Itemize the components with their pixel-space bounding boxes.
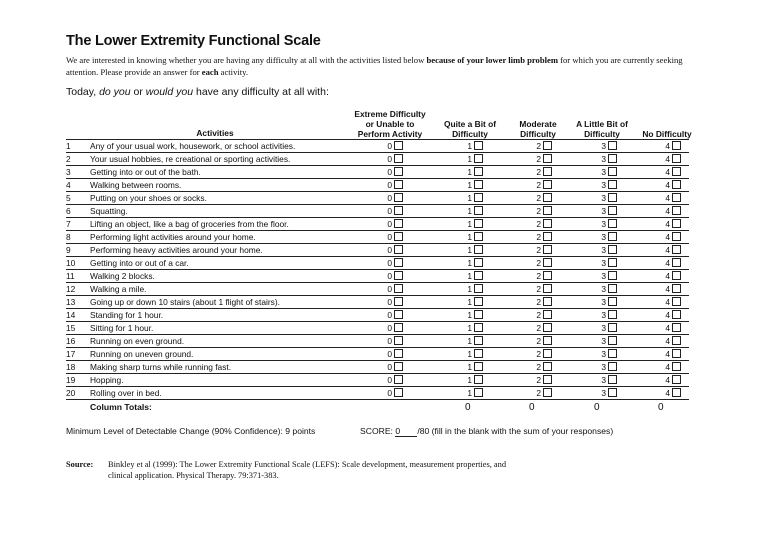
scale-value: 0	[387, 245, 392, 255]
scale-value: 4	[665, 245, 670, 255]
response-checkbox[interactable]	[608, 219, 617, 228]
question-part-1: Today,	[66, 86, 100, 98]
scale-value: 1	[467, 141, 472, 151]
scale-value: 3	[601, 219, 606, 229]
question-italic-2: would you	[145, 86, 194, 98]
scale-value: 1	[467, 375, 472, 385]
scale-value: 0	[387, 362, 392, 372]
row-number: 17	[66, 349, 76, 359]
response-checkbox[interactable]	[672, 349, 681, 358]
column-totals-label: Column Totals:	[90, 402, 152, 412]
scale-value: 2	[536, 167, 541, 177]
question-text	[66, 86, 329, 98]
column-header-line: A Little Bit of	[576, 119, 628, 129]
scale-value: 4	[665, 271, 670, 281]
scale-value: 3	[601, 297, 606, 307]
column-total-value: 0	[529, 402, 535, 413]
column-header-line: Perform Activity	[357, 129, 423, 139]
scale-value: 3	[601, 388, 606, 398]
response-checkbox[interactable]	[394, 310, 403, 319]
scale-value: 1	[467, 310, 472, 320]
response-checkbox[interactable]	[608, 154, 617, 163]
scale-value: 1	[467, 349, 472, 359]
response-checkbox[interactable]	[543, 206, 552, 215]
row-divider	[66, 399, 689, 400]
activity-label: Sitting for 1 hour.	[90, 323, 154, 333]
scale-value: 3	[601, 375, 606, 385]
response-checkbox[interactable]	[672, 310, 681, 319]
scale-value: 0	[387, 167, 392, 177]
row-number: 11	[66, 271, 75, 281]
response-checkbox[interactable]	[543, 310, 552, 319]
scale-value: 1	[467, 245, 472, 255]
activity-label: Hopping.	[90, 375, 124, 385]
response-checkbox[interactable]	[474, 310, 483, 319]
scale-value: 2	[536, 219, 541, 229]
score-label: SCORE:	[360, 426, 393, 436]
scale-value: 3	[601, 310, 606, 320]
scale-value: 4	[665, 297, 670, 307]
row-number: 7	[66, 219, 71, 229]
question-part-2: or	[130, 86, 146, 98]
scale-value: 1	[467, 336, 472, 346]
column-total-value: 0	[465, 402, 471, 413]
response-checkbox[interactable]	[608, 388, 617, 397]
response-checkbox[interactable]	[543, 297, 552, 306]
response-checkbox[interactable]	[543, 258, 552, 267]
scale-value: 0	[387, 141, 392, 151]
response-checkbox[interactable]	[543, 180, 552, 189]
form-title: The Lower Extremity Functional Scale	[66, 33, 321, 49]
scale-value: 3	[601, 336, 606, 346]
response-checkbox[interactable]	[672, 284, 681, 293]
scale-value: 4	[665, 219, 670, 229]
scale-value: 4	[665, 349, 670, 359]
activity-label: Any of your usual work, housework, or school activities.	[90, 141, 296, 151]
response-checkbox[interactable]	[474, 388, 483, 397]
response-checkbox[interactable]	[474, 167, 483, 176]
response-checkbox[interactable]	[608, 349, 617, 358]
response-checkbox[interactable]	[608, 310, 617, 319]
source-citation	[66, 459, 507, 480]
column-total-value: 0	[658, 402, 664, 413]
row-number: 4	[66, 180, 71, 190]
response-checkbox[interactable]	[543, 245, 552, 254]
source-text	[108, 459, 588, 481]
response-checkbox[interactable]	[608, 167, 617, 176]
scale-value: 4	[665, 336, 670, 346]
response-checkbox[interactable]	[672, 167, 681, 176]
scale-value: 4	[665, 284, 670, 294]
score-line	[360, 426, 613, 437]
response-checkbox[interactable]	[608, 375, 617, 384]
column-header-little	[566, 119, 638, 139]
response-checkbox[interactable]	[543, 219, 552, 228]
scale-value: 3	[601, 232, 606, 242]
response-checkbox[interactable]	[474, 219, 483, 228]
scale-value: 2	[536, 258, 541, 268]
activity-label: Your usual hobbies, re creational or sporting activities.	[90, 154, 291, 164]
response-checkbox[interactable]	[394, 245, 403, 254]
activity-label: Standing for 1 hour.	[90, 310, 164, 320]
response-checkbox[interactable]	[394, 154, 403, 163]
response-checkbox[interactable]	[543, 375, 552, 384]
scale-value: 0	[387, 219, 392, 229]
response-checkbox[interactable]	[672, 258, 681, 267]
response-checkbox[interactable]	[608, 336, 617, 345]
activity-label: Performing light activities around your home.	[90, 232, 256, 242]
row-number: 15	[66, 323, 76, 333]
response-checkbox[interactable]	[672, 206, 681, 215]
response-checkbox[interactable]	[608, 362, 617, 371]
scale-value: 1	[467, 297, 472, 307]
scale-value: 0	[387, 336, 392, 346]
response-checkbox[interactable]	[608, 323, 617, 332]
response-checkbox[interactable]	[672, 232, 681, 241]
scale-value: 2	[536, 180, 541, 190]
column-header-activities: Activities	[196, 128, 234, 138]
response-checkbox[interactable]	[543, 167, 552, 176]
response-checkbox[interactable]	[543, 284, 552, 293]
column-total-value: 0	[594, 402, 600, 413]
scale-value: 1	[467, 193, 472, 203]
response-checkbox[interactable]	[543, 349, 552, 358]
response-checkbox[interactable]	[672, 323, 681, 332]
activity-label: Walking between rooms.	[90, 180, 182, 190]
score-value: 0	[395, 426, 401, 436]
scale-value: 1	[467, 362, 472, 372]
scale-value: 4	[665, 206, 670, 216]
scale-value: 1	[467, 206, 472, 216]
response-checkbox[interactable]	[608, 258, 617, 267]
scale-value: 3	[601, 193, 606, 203]
scale-value: 4	[665, 193, 670, 203]
response-checkbox[interactable]	[394, 375, 403, 384]
response-checkbox[interactable]	[543, 154, 552, 163]
scale-value: 1	[467, 154, 472, 164]
response-checkbox[interactable]	[672, 362, 681, 371]
scale-value: 0	[387, 180, 392, 190]
column-header-line: Difficulty	[520, 129, 556, 139]
response-checkbox[interactable]	[474, 362, 483, 371]
response-checkbox[interactable]	[394, 258, 403, 267]
column-header-line: Extreme Difficulty	[354, 109, 426, 119]
score-suffix: /80 (fill in the blank with the sum of your responses)	[417, 426, 614, 436]
activity-label: Making sharp turns while running fast.	[90, 362, 232, 372]
mcid-text: Minimum Level of Detectable Change (90% Confidence): 9 points	[66, 426, 316, 436]
score-field[interactable]	[395, 426, 417, 437]
column-header-line: or Unable to	[365, 119, 415, 129]
response-checkbox[interactable]	[394, 349, 403, 358]
scale-value: 4	[665, 310, 670, 320]
response-checkbox[interactable]	[672, 219, 681, 228]
response-checkbox[interactable]	[543, 232, 552, 241]
scale-value: 2	[536, 245, 541, 255]
intro-part-1: We are interested in knowing whether you are having any difficulty at all with the activities listed below	[66, 55, 427, 65]
response-checkbox[interactable]	[474, 336, 483, 345]
scale-value: 0	[387, 232, 392, 242]
scale-value: 2	[536, 297, 541, 307]
response-checkbox[interactable]	[394, 362, 403, 371]
activity-label: Squatting.	[90, 206, 128, 216]
response-checkbox[interactable]	[672, 180, 681, 189]
scale-value: 3	[601, 154, 606, 164]
response-checkbox[interactable]	[543, 336, 552, 345]
response-checkbox[interactable]	[394, 232, 403, 241]
response-checkbox[interactable]	[394, 271, 403, 280]
scale-value: 0	[387, 375, 392, 385]
scale-value: 1	[467, 232, 472, 242]
response-checkbox[interactable]	[543, 362, 552, 371]
response-checkbox[interactable]	[672, 271, 681, 280]
intro-part-3: activity.	[218, 67, 249, 77]
response-checkbox[interactable]	[672, 297, 681, 306]
scale-value: 1	[467, 258, 472, 268]
activity-label: Lifting an object, like a bag of groceries from the floor.	[90, 219, 289, 229]
activity-label: Putting on your shoes or socks.	[90, 193, 207, 203]
column-header-line: Moderate	[519, 119, 557, 129]
scale-value: 4	[665, 375, 670, 385]
response-checkbox[interactable]	[608, 271, 617, 280]
response-checkbox[interactable]	[474, 375, 483, 384]
response-checkbox[interactable]	[474, 258, 483, 267]
activity-label: Getting into or out of the bath.	[90, 167, 201, 177]
scale-value: 3	[601, 349, 606, 359]
activity-label: Running on even ground.	[90, 336, 185, 346]
scale-value: 2	[536, 362, 541, 372]
scale-value: 4	[665, 141, 670, 151]
column-header-none	[636, 129, 698, 139]
scale-value: 4	[665, 180, 670, 190]
intro-part-2: for which you are currently seeking attention. Please provide an answer for	[66, 55, 683, 77]
activity-label: Walking a mile.	[90, 284, 147, 294]
activity-label: Rolling over in bed.	[90, 388, 162, 398]
scale-value: 2	[536, 284, 541, 294]
scale-value: 4	[665, 362, 670, 372]
column-header-quite	[434, 119, 506, 139]
response-checkbox[interactable]	[672, 193, 681, 202]
scale-value: 0	[387, 310, 392, 320]
scale-value: 4	[665, 154, 670, 164]
response-checkbox[interactable]	[474, 141, 483, 150]
scale-value: 3	[601, 167, 606, 177]
scale-value: 4	[665, 323, 670, 333]
scale-value: 1	[467, 219, 472, 229]
scale-value: 1	[467, 167, 472, 177]
response-checkbox[interactable]	[394, 219, 403, 228]
source-line-2: clinical application. Physical Therapy. 79:371-383.	[108, 471, 279, 480]
source-line-1: Binkley et al (1999): The Lower Extremity Functional Scale (LEFS): Scale development, measurement properties, and	[108, 460, 507, 469]
scale-value: 1	[467, 180, 472, 190]
scale-value: 0	[387, 271, 392, 281]
scale-value: 1	[467, 271, 472, 281]
scale-value: 2	[536, 349, 541, 359]
row-number: 10	[66, 258, 76, 268]
intro-text	[66, 54, 706, 78]
scale-value: 2	[536, 206, 541, 216]
scale-value: 0	[387, 193, 392, 203]
response-checkbox[interactable]	[608, 141, 617, 150]
response-checkbox[interactable]	[608, 245, 617, 254]
row-number: 20	[66, 388, 76, 398]
scale-value: 2	[536, 310, 541, 320]
response-checkbox[interactable]	[394, 336, 403, 345]
scale-value: 3	[601, 284, 606, 294]
response-checkbox[interactable]	[394, 284, 403, 293]
scale-value: 2	[536, 232, 541, 242]
scale-value: 3	[601, 258, 606, 268]
response-checkbox[interactable]	[543, 388, 552, 397]
row-number: 19	[66, 375, 76, 385]
scale-value: 0	[387, 297, 392, 307]
question-part-3: have any difficulty at all with:	[193, 86, 329, 98]
response-checkbox[interactable]	[474, 323, 483, 332]
intro-bold-1: because of your lower limb problem	[426, 55, 558, 65]
scale-value: 2	[536, 141, 541, 151]
response-checkbox[interactable]	[608, 297, 617, 306]
row-number: 18	[66, 362, 76, 372]
row-number: 3	[66, 167, 71, 177]
response-checkbox[interactable]	[474, 206, 483, 215]
scale-value: 0	[387, 206, 392, 216]
scale-value: 3	[601, 362, 606, 372]
row-number: 8	[66, 232, 71, 242]
response-checkbox[interactable]	[474, 271, 483, 280]
scale-value: 1	[467, 284, 472, 294]
scale-value: 0	[387, 284, 392, 294]
response-checkbox[interactable]	[394, 388, 403, 397]
response-checkbox[interactable]	[394, 323, 403, 332]
response-checkbox[interactable]	[543, 141, 552, 150]
scale-value: 2	[536, 271, 541, 281]
response-checkbox[interactable]	[474, 284, 483, 293]
row-number: 6	[66, 206, 71, 216]
scale-value: 0	[387, 388, 392, 398]
column-header-line: Difficulty	[584, 129, 620, 139]
response-checkbox[interactable]	[672, 375, 681, 384]
response-checkbox[interactable]	[543, 193, 552, 202]
scale-value: 3	[601, 141, 606, 151]
scale-value: 3	[601, 245, 606, 255]
scale-value: 0	[387, 323, 392, 333]
response-checkbox[interactable]	[394, 180, 403, 189]
response-checkbox[interactable]	[543, 271, 552, 280]
activity-label: Running on uneven ground.	[90, 349, 194, 359]
response-checkbox[interactable]	[672, 336, 681, 345]
response-checkbox[interactable]	[474, 154, 483, 163]
response-checkbox[interactable]	[543, 323, 552, 332]
response-checkbox[interactable]	[608, 284, 617, 293]
column-header-line: Quite a Bit of	[443, 119, 497, 129]
response-checkbox[interactable]	[608, 180, 617, 189]
scale-value: 4	[665, 232, 670, 242]
response-checkbox[interactable]	[608, 232, 617, 241]
column-header-extreme	[349, 109, 431, 139]
scale-value: 1	[467, 323, 472, 333]
scale-value: 2	[536, 323, 541, 333]
scale-value: 2	[536, 336, 541, 346]
response-checkbox[interactable]	[474, 180, 483, 189]
row-number: 5	[66, 193, 71, 203]
response-checkbox[interactable]	[474, 297, 483, 306]
scale-value: 4	[665, 388, 670, 398]
column-header-line: Difficulty	[452, 129, 488, 139]
response-checkbox[interactable]	[394, 193, 403, 202]
source-label: Source:	[66, 460, 94, 469]
response-checkbox[interactable]	[474, 193, 483, 202]
scale-value: 0	[387, 154, 392, 164]
scale-value: 2	[536, 154, 541, 164]
scale-value: 4	[665, 167, 670, 177]
scale-value: 4	[665, 258, 670, 268]
row-number: 14	[66, 310, 76, 320]
intro-bold-2: each	[201, 67, 219, 77]
response-checkbox[interactable]	[672, 388, 681, 397]
scale-value: 1	[467, 388, 472, 398]
response-checkbox[interactable]	[672, 141, 681, 150]
activity-label: Getting into or out of a car.	[90, 258, 189, 268]
response-checkbox[interactable]	[474, 232, 483, 241]
row-number: 13	[66, 297, 76, 307]
row-number: 16	[66, 336, 76, 346]
scale-value: 2	[536, 388, 541, 398]
row-number: 9	[66, 245, 71, 255]
scale-value: 3	[601, 206, 606, 216]
scale-value: 3	[601, 323, 606, 333]
response-checkbox[interactable]	[394, 206, 403, 215]
column-header-moderate	[503, 119, 573, 139]
activity-label: Going up or down 10 stairs (about 1 flight of stairs).	[90, 297, 280, 307]
row-number: 1	[66, 141, 71, 151]
response-checkbox[interactable]	[672, 154, 681, 163]
response-checkbox[interactable]	[672, 245, 681, 254]
response-checkbox[interactable]	[608, 193, 617, 202]
scale-value: 2	[536, 193, 541, 203]
activity-label: Walking 2 blocks.	[90, 271, 155, 281]
response-checkbox[interactable]	[474, 245, 483, 254]
response-checkbox[interactable]	[394, 167, 403, 176]
response-checkbox[interactable]	[608, 206, 617, 215]
row-number: 2	[66, 154, 71, 164]
response-checkbox[interactable]	[394, 297, 403, 306]
scale-value: 3	[601, 271, 606, 281]
row-number: 12	[66, 284, 76, 294]
response-checkbox[interactable]	[394, 141, 403, 150]
scale-value: 0	[387, 258, 392, 268]
scale-value: 3	[601, 180, 606, 190]
column-header-line: No Difficulty	[642, 129, 692, 139]
question-italic-1: do you	[99, 86, 131, 98]
activity-label: Performing heavy activities around your home.	[90, 245, 263, 255]
scale-value: 0	[387, 349, 392, 359]
response-checkbox[interactable]	[474, 349, 483, 358]
scale-value: 2	[536, 375, 541, 385]
